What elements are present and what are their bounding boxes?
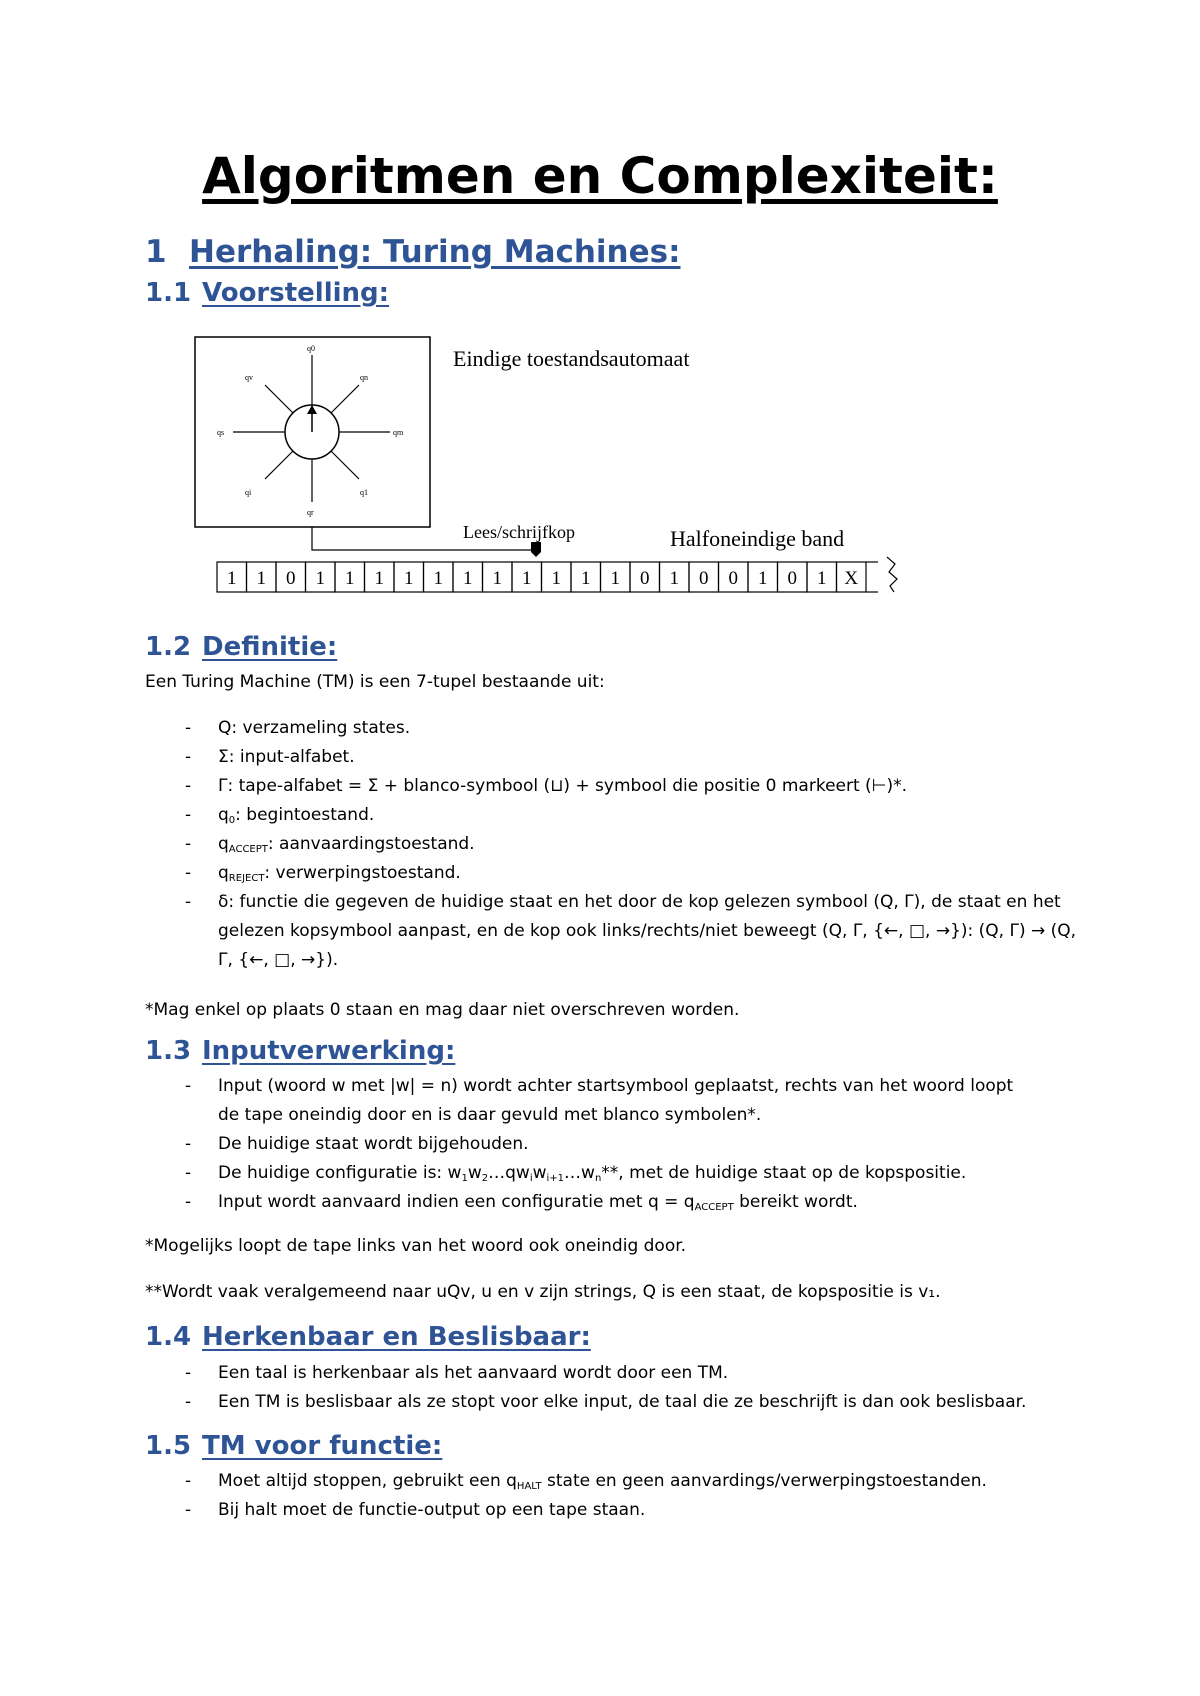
state-label: q1 <box>360 488 368 497</box>
list-bullet: - <box>185 1392 192 1412</box>
head-label: Lees/schrijfkop <box>463 522 575 542</box>
tape-symbol: 1 <box>817 568 827 589</box>
heading-title: Herkenbaar en Beslisbaar: <box>202 1322 591 1352</box>
tape-symbol: 1 <box>610 568 620 589</box>
list-text: Γ: tape-alfabet = Σ + blanco-symbool (⊔) + symbool die positie 0 markeert (⊢)*. <box>218 776 908 796</box>
list-bullet: - <box>185 718 192 738</box>
list-text: $q_{ACCEPT}$: aanvaardingstoestand. <box>218 834 475 855</box>
tape-symbol: 1 <box>433 568 443 589</box>
heading-title: Definitie: <box>202 632 338 662</box>
tape-symbol: 1 <box>256 568 266 589</box>
state-label: qi <box>245 488 252 497</box>
list-text: Σ: input-alfabet. <box>218 747 355 767</box>
heading-1-3 <box>145 1034 455 1068</box>
footnote: **Wordt vaak veralgemeend naar uQv, u en v zijn strings, Q is een staat, de kopspositie is v₁. <box>145 1282 941 1302</box>
list-text: $q_{REJECT}$: verwerpingstoestand. <box>218 863 461 884</box>
heading-title: TM voor functie: <box>202 1431 443 1461</box>
tape-symbol: 1 <box>315 568 325 589</box>
tape-symbol: 1 <box>522 568 532 589</box>
tape-symbol: 1 <box>758 568 768 589</box>
heading-number: 1.5 <box>145 1431 192 1461</box>
section-number: 1 <box>145 234 167 270</box>
list-text: Moet altijd stoppen, gebruikt een $q_{HALT}$ state en geen aanvardings/verwerpingstoestanden. <box>218 1471 987 1492</box>
section-heading-1 <box>145 232 681 272</box>
tape-symbol: 1 <box>404 568 414 589</box>
list-bullet: - <box>185 1192 192 1212</box>
heading-1-1 <box>145 276 389 310</box>
list-bullet: - <box>185 892 192 912</box>
list-bullet: - <box>185 863 192 883</box>
heading-1-4 <box>145 1320 591 1354</box>
state-label: qm <box>393 428 404 437</box>
list-text: De huidige staat wordt bijgehouden. <box>218 1134 529 1154</box>
tape-label: Halfoneindige band <box>670 526 845 551</box>
state-label: qr <box>307 508 314 517</box>
tape-symbol: 1 <box>492 568 502 589</box>
state-label: qn <box>360 373 368 382</box>
footnote: *Mag enkel op plaats 0 staan en mag daar niet overschreven worden. <box>145 1000 740 1020</box>
fsa-label: Eindige toestandsautomaat <box>453 346 690 371</box>
page-title: Algoritmen en Complexiteit: <box>202 147 998 205</box>
list-bullet: - <box>185 1076 192 1096</box>
list-text: Een taal is herkenbaar als het aanvaard wordt door een TM. <box>218 1363 729 1383</box>
pointer-arrowhead <box>307 405 317 414</box>
list-bullet: - <box>185 834 192 854</box>
tape-symbol: 1 <box>581 568 591 589</box>
tape-symbol: 0 <box>286 568 296 589</box>
heading-title: Inputverwerking: <box>202 1036 456 1066</box>
list-bullet: - <box>185 805 192 825</box>
list-bullet: - <box>185 776 192 796</box>
list-bullet: - <box>185 1363 192 1383</box>
tape-symbol: 1 <box>551 568 561 589</box>
heading-number: 1.1 <box>145 278 192 308</box>
turing-machine-figure <box>190 330 930 610</box>
list-text: Input (woord w met |w| = n) wordt achter startsymbool geplaatst, rechts van het woord loopt de tape oneindig door en is daar gevuld met blanco symbolen*. <box>218 1076 1014 1125</box>
section-title: Herhaling: Turing Machines: <box>189 234 681 270</box>
list-bullet: - <box>185 1134 192 1154</box>
list-text: Bij halt moet de functie-output op een tape staan. <box>218 1500 646 1520</box>
tape-symbol: 1 <box>669 568 679 589</box>
tape-symbol: 0 <box>787 568 797 589</box>
list-bullet: - <box>185 1500 192 1520</box>
heading-number: 1.2 <box>145 632 192 662</box>
tape-symbol: 0 <box>640 568 650 589</box>
state-label: q0 <box>307 344 315 353</box>
list-text: Q: verzameling states. <box>218 718 411 738</box>
tape-symbol: 0 <box>728 568 738 589</box>
list-text: $q_0$: begintoestand. <box>218 805 375 826</box>
heading-number: 1.4 <box>145 1322 192 1352</box>
tape-symbol: 1 <box>345 568 355 589</box>
tape <box>217 562 878 592</box>
heading-title: Voorstelling: <box>202 278 390 308</box>
tape-torn-end <box>887 557 897 592</box>
list-bullet: - <box>185 1163 192 1183</box>
list-text: Input wordt aanvaard indien een configuratie met $q = q_{ACCEPT}$ bereikt wordt. <box>218 1192 858 1213</box>
state-label: qs <box>217 428 225 437</box>
tape-symbol: 0 <box>699 568 709 589</box>
tape-symbol: X <box>844 568 859 589</box>
list-bullet: - <box>185 1471 192 1491</box>
state-label: qv <box>245 373 253 382</box>
read-write-head <box>531 542 541 557</box>
definition-intro: Een Turing Machine (TM) is een 7-tupel bestaande uit: <box>145 672 605 692</box>
list-text: δ: functie die gegeven de huidige staat en het door de kop gelezen symbool (Q, Γ), de staat en het gelezen kopsymbool aanpast, en de kop ook links/rechts/niet beweegt (Q, Γ, {←, □, →}): (Q, Γ) → (Q, Γ, {←, □, →}). <box>218 892 1077 970</box>
heading-1-2 <box>145 630 337 664</box>
tape-symbol: 1 <box>463 568 473 589</box>
heading-number: 1.3 <box>145 1036 192 1066</box>
list-text: De huidige configuratie is: $w_1w_2\dots qw_iw_{i+1}\dots w_n**$, met de huidige staat op de kopspositie. <box>218 1163 967 1184</box>
heading-1-5 <box>145 1429 442 1463</box>
list-text: Een TM is beslisbaar als ze stopt voor elke input, de taal die ze beschrijft is dan ook beslisbaar. <box>218 1392 1027 1412</box>
list-bullet: - <box>185 747 192 767</box>
tape-symbol: 1 <box>227 568 237 589</box>
tape-symbol: 1 <box>374 568 384 589</box>
footnote: *Mogelijks loopt de tape links van het woord ook oneindig door. <box>145 1236 687 1256</box>
